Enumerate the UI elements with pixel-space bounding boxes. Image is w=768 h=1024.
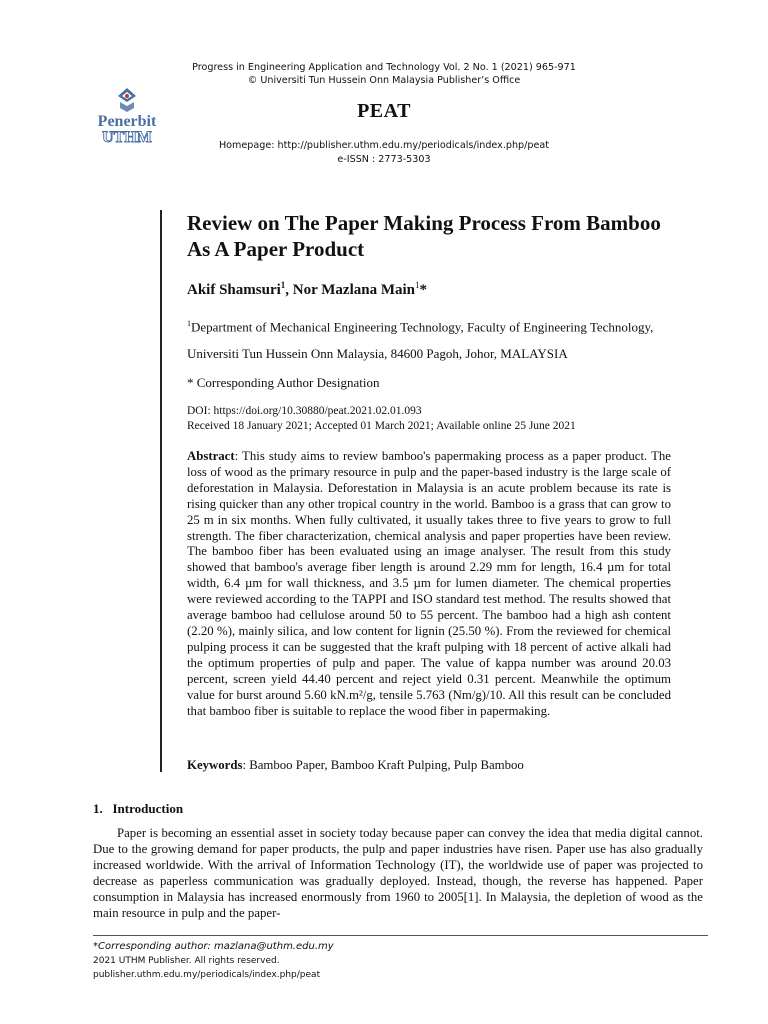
author-1-affiliation-mark: 1 [280,280,286,290]
corresponding-author-note: * Corresponding Author Designation [187,375,380,390]
abstract [187,449,671,719]
author-2: Nor Mazlana Main [292,282,415,298]
keywords-text: : Bamboo Paper, Bamboo Kraft Pulping, Pulp Bamboo [242,758,524,772]
article-dates: Received 18 January 2021; Accepted 01 March 2021; Available online 25 June 2021 [187,420,576,432]
footer-corresponding-email: *Corresponding author: mazlana@uthm.edu.my [93,941,334,952]
keywords-label: Keywords [187,758,243,772]
article-side-rule [160,210,162,772]
affiliation-mark: 1 [187,319,191,328]
section-heading-introduction: 1. Introduction [93,801,184,816]
corresponding-star: * [419,282,427,298]
journal-copyright: © Universiti Tun Hussein Onn Malaysia Publisher’s Office [247,75,521,86]
logo-text-penerbit: Penerbit [97,113,157,130]
author-list [187,280,671,299]
journal-citation: Progress in Engineering Application and Technology Vol. 2 No. 1 (2021) 965-971 [192,62,576,73]
footer-url: publisher.uthm.edu.my/periodicals/index.php/peat [93,970,321,980]
author-2-affiliation-mark: 1 [415,280,420,290]
affiliation-line-1 [187,316,671,335]
author-separator: , [285,282,293,298]
footer-rule [93,935,708,936]
article-title: Review on The Paper Making Process From Bamboo As A Paper Product [187,211,661,261]
affiliation-department: Department of Mechanical Engineering Technology, Faculty of Engineering Technology, [191,319,654,335]
author-1: Akif Shamsuri [187,282,281,298]
affiliation-line-2: Universiti Tun Hussein Onn Malaysia, 84600 Pagoh, Johor, MALAYSIA [187,346,568,361]
journal-homepage: Homepage: http://publisher.uthm.edu.my/periodicals/index.php/peat [218,140,550,151]
abstract-label: Abstract [187,449,235,463]
article-doi: DOI: https://doi.org/10.30880/peat.2021.02.01.093 [187,405,422,417]
keywords [187,758,671,773]
abstract-text: : This study aims to review bamboo's papermaking process as a paper product. The loss of wood as the primary resource in pulp and the paper-based industry is the large scale of deforestation in Malaysia. Deforestation in Malaysia is an acute problem because its rate is rising quicker than any other tropical country in the world. Bamboo is a grass that can grow to 25 m in six months. When fully cultivated, it usually takes three to five years to grow to full strength. The fiber characterization, chemical analysis and paper properties have been review. The bamboo fiber has been evaluated using an image analyser. The result from this study showed that bamboo's average fiber length is around 2.29 mm for length, 16.4 µm for total width, 6.4 µm for wall thickness, and 3.5 µm for lumen diameter. The chemical properties were reviewed according to the TAPPI and ISO standard test method. The results showed that average bamboo had cellulose around 50 to 55 percent. The bamboo had a high ash content (2.20 %), mainly silica, and low content for lignin (25.50 %). From the reviewed for chemical pulping process it can be suggested that the kraft pulping with 18 percent of active alkali had the optimum properties of pulp and paper. The value of kappa number was around 20.03 percent, screen yield 44.40 percent and reject yield 0.31 percent. Meanwhile the optimum value for burst around 5.60 kN.m²/g, tensile 5.763 (Nm/g)/10. All this result can be concluded that bamboo fiber is suitable to replace the wood fiber in papermaking. [187,449,671,718]
logo-text-uthm: UTHM [102,129,152,146]
introduction-paragraph: Paper is becoming an essential asset in society today because paper can convey the idea that media digital cannot. Due to the growing demand for paper products, the pulp and paper industries have risen. Paper use has also gradually increased worldwide. With the arrival of Information Technology (IT), the worldwide use of paper was projected to decrease as paperless communication was gradually deployed. Instead, though, the reverse has happened. Paper consumption in Malaysia has increased enormously from 1960 to 2005[1]. In Malaysia, the depletion of wood as the main resource in pulp and the paper- [93,826,703,920]
journal-eissn: e-ISSN : 2773-5303 [337,154,431,165]
footer-rights: 2021 UTHM Publisher. All rights reserved. [93,956,280,966]
journal-acronym: PEAT [357,100,411,122]
